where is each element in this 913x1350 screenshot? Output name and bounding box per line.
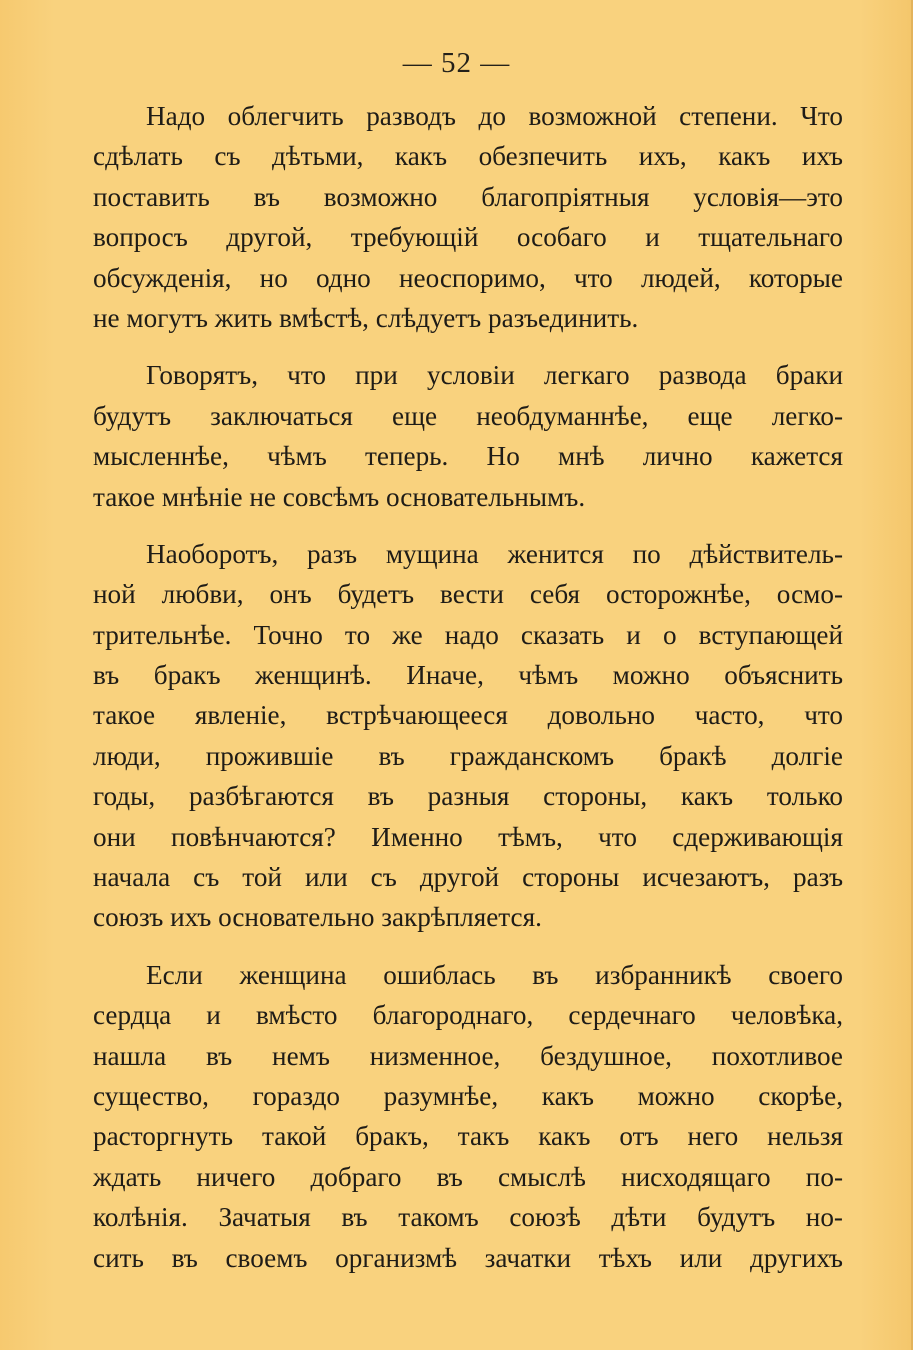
text-line: вопросъ другой, требующій особаго и тщательнаго [93,222,843,253]
text-line: годы, разбѣгаются въ разныя стороны, какъ только [93,781,843,812]
text-line: Если женщина ошиблась въ избранникѣ своего [146,959,843,990]
text-line: обсужденія, но одно неоспоримо, что людей, которые [93,262,843,293]
text-line: колѣнія. Зачатыя въ такомъ союзѣ дѣти будутъ но- [93,1202,843,1233]
text-line: поставить въ возможно благопріятныя условія—это [93,181,843,212]
text-line: не могутъ жить вмѣстѣ, слѣдуетъ разъединить. [93,302,639,333]
text-line: сдѣлать съ дѣтьми, какъ обезпечить ихъ, какъ ихъ [93,141,843,172]
text-line: расторгнуть такой бракъ, такъ какъ отъ него нельзя [93,1121,843,1152]
paragraph-2 [93,355,843,517]
text-line: такое мнѣніе не совсѣмъ основательнымъ. [93,481,586,512]
text-line: сить въ своемъ организмѣ зачатки тѣхъ или другихъ [93,1242,843,1273]
text-line: они повѣнчаются? Именно тѣмъ, что сдерживающія [93,821,843,852]
text-line: ной любви, онъ будетъ вести себя осторожнѣе, осмо- [93,579,843,610]
text-line: Говорятъ, что при условіи легкаго развода браки [146,360,843,391]
paragraph-1 [93,96,843,338]
text-line: трительнѣе. Точно то же надо сказать и о вступающей [93,619,843,650]
page-text [93,96,843,1278]
text-line: Надо облегчить разводъ до возможной степени. Что [146,101,843,131]
paragraph-4 [93,955,843,1278]
text-line: союзъ ихъ основательно закрѣпляется. [93,902,542,933]
paragraph-3 [93,534,843,938]
text-line: ждать ничего добраго въ смыслѣ нисходящаго по- [93,1161,843,1192]
text-line: такое явленіе, встрѣчающееся довольно часто, что [93,700,843,731]
text-line: начала съ той или съ другой стороны исчезаютъ, разъ [93,862,843,893]
text-line: въ бракъ женщинѣ. Иначе, чѣмъ можно объяснить [93,660,843,691]
text-line: будутъ заключаться еще необдуманнѣе, еще легко- [93,400,843,431]
text-line: мысленнѣе, чѣмъ теперь. Но мнѣ лично кажется [93,441,843,472]
text-line: сердца и вмѣсто благороднаго, сердечнаго человѣка, [93,1000,843,1031]
text-line: существо, гораздо разумнѣе, какъ можно скорѣе, [93,1080,843,1111]
text-line: Наоборотъ, разъ мущина женится по дѣйствитель- [146,538,843,569]
text-line: нашла въ немъ низменное, бездушное, похотливое [93,1040,843,1071]
page-number: — 52 — [402,47,511,79]
text-line: люди, прожившіе въ гражданскомъ бракѣ долгіе [93,740,843,771]
